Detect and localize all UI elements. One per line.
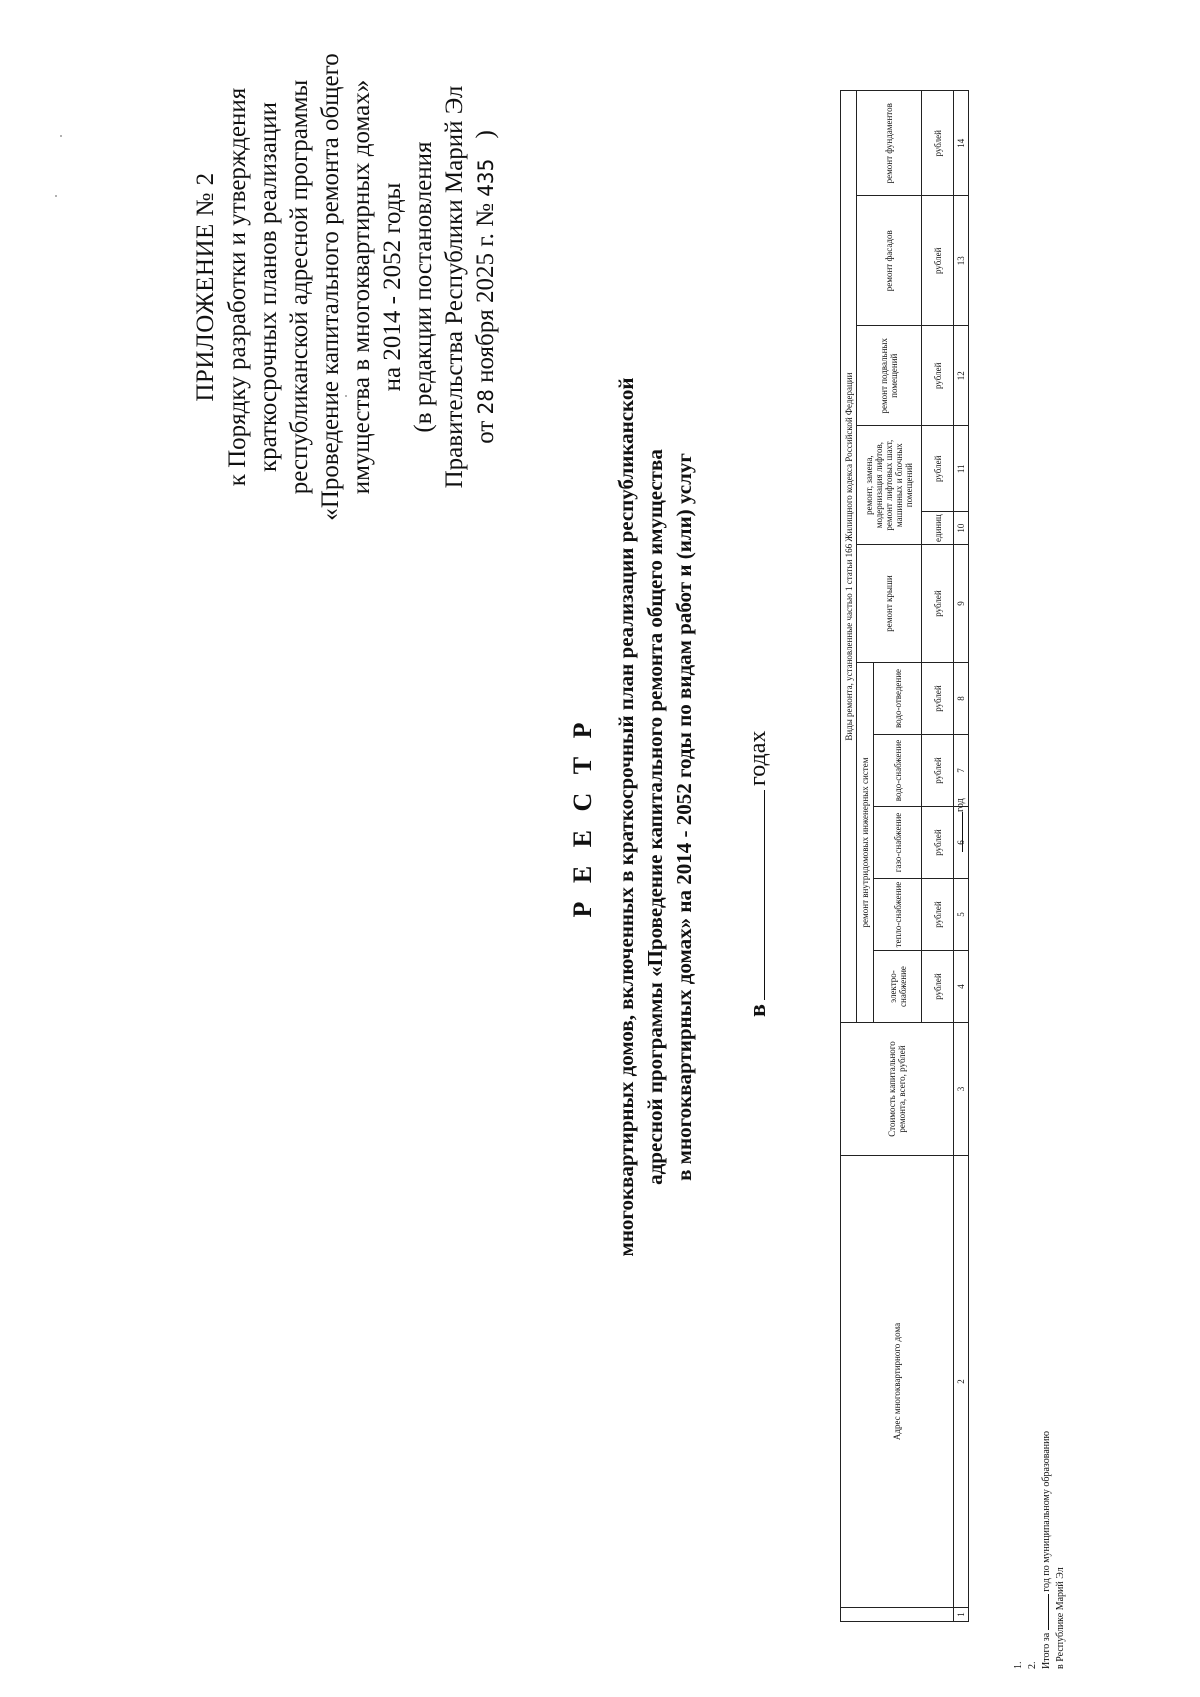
header-repair-types: Виды ремонта, установленные частью 1 статьи 166 Жилищного кодекса Российской Федерации — [841, 91, 857, 1023]
unit-cell: рублей — [922, 545, 954, 663]
unit-cell: рублей — [922, 807, 954, 879]
header-facade: ремонт фасадов — [857, 196, 922, 326]
appendix-date-line — [470, 7, 502, 567]
registry-subtitle-line: в многоквартирных домах» на 2014 - 2052 годы по видам работ и (или) услуг — [672, 453, 696, 1181]
header-roof: ремонт крыши — [857, 545, 922, 663]
total-blank — [1040, 1594, 1049, 1630]
unit-cell: рублей — [922, 879, 954, 951]
date-prefix: от — [472, 420, 499, 444]
unit-cell: рублей — [922, 91, 954, 196]
footer-row-1: 1. — [1013, 1661, 1024, 1669]
appendix-line: краткосрочных планов реализации — [255, 101, 282, 473]
header-basement: ремонт подвальных помещений — [857, 326, 922, 426]
column-number: 6 — [954, 807, 969, 879]
column-number: 2 — [954, 1156, 969, 1608]
unit-cell: рублей — [922, 426, 954, 512]
year-blank-line — [954, 798, 966, 852]
column-number: 11 — [954, 426, 969, 512]
appendix-line: Правительства Республики Марий Эл — [441, 85, 468, 489]
header-engineering-systems: ремонт внутридомовых инженерных систем — [857, 663, 874, 1023]
column-number: 8 — [954, 663, 969, 735]
footer-row-2: 2. — [1027, 1661, 1038, 1669]
footer-notes — [1012, 1431, 1068, 1669]
header-lift: ремонт, замена, модернизация лифтов, ремонт лифтовых шахт, машинных и блочных помещений — [857, 426, 922, 545]
date-rest: ноября 2025 г. № — [472, 202, 499, 383]
header-electricity: электро-снабжение — [874, 951, 922, 1023]
column-number: 4 — [954, 951, 969, 1023]
appendix-line: республиканской адресной программы — [286, 79, 313, 495]
unit-cell: рублей — [922, 196, 954, 326]
appendix-header — [190, 7, 502, 567]
unit-cell: рублей — [922, 735, 954, 807]
scan-speck — [55, 195, 57, 197]
years-blank — [742, 790, 765, 1000]
column-number: 7 — [954, 735, 969, 807]
appendix-line: к Порядку разработки и утверждения — [224, 87, 251, 487]
column-number: 12 — [954, 326, 969, 426]
date-number: 435 — [474, 158, 498, 197]
registry-subtitle-line: адресной программы «Проведение капитального ремонта общего имущества — [643, 449, 667, 1185]
header-gas: газо-снабжение — [874, 807, 922, 879]
years-prefix: в — [745, 1004, 771, 1017]
header-address: Адрес многоквартирного дома — [841, 1156, 954, 1608]
header-water: водо-снабжение — [874, 735, 922, 807]
total-rest: год по муниципальному образованию — [1041, 1431, 1052, 1592]
year-blank — [954, 812, 963, 852]
appendix-line: (в редакции постановления — [410, 141, 437, 433]
years-suffix: годах — [745, 730, 771, 787]
unit-cell: рублей — [922, 663, 954, 735]
total-prefix: Итого за — [1041, 1632, 1052, 1669]
appendix-line: на 2014 - 2052 годы — [379, 182, 406, 392]
appendix-line: «Проведение капитального ремонта общего — [317, 53, 344, 521]
header-heating: тепло-снабжение — [874, 879, 922, 951]
header-col-1 — [841, 1608, 954, 1622]
years-line — [742, 731, 772, 1017]
registry-table — [840, 90, 969, 1622]
column-number: 3 — [954, 1023, 969, 1156]
year-suffix: год — [955, 798, 966, 812]
registry-title: Р Е Е С Т Р — [568, 716, 597, 918]
unit-cell: единиц — [922, 512, 954, 545]
header-sewage: водо-отведение — [874, 663, 922, 735]
unit-cell: рублей — [922, 326, 954, 426]
scan-speck — [60, 135, 62, 137]
scan-speck — [345, 395, 347, 397]
column-number: 5 — [954, 879, 969, 951]
appendix-title: ПРИЛОЖЕНИЕ № 2 — [192, 172, 219, 402]
header-cost: Стоимость капитального ремонта, всего, рублей — [841, 1023, 954, 1156]
date-close: ) — [472, 130, 499, 139]
column-number: 14 — [954, 91, 969, 196]
appendix-line: имущества в многоквартирных домах» — [348, 79, 375, 495]
date-day: 28 — [474, 389, 498, 415]
header-foundation: ремонт фундаментов — [857, 91, 922, 196]
registry-subtitle-line: многоквартирных домов, включенных в краткосрочный план реализации республиканской — [614, 377, 638, 1257]
column-number: 9 — [954, 545, 969, 663]
column-number: 1 — [954, 1608, 969, 1622]
unit-cell: рублей — [922, 951, 954, 1023]
footer-total-line — [1040, 1431, 1054, 1669]
column-number: 13 — [954, 196, 969, 326]
footer-total-line-2: в Республике Марий Эл — [1055, 1567, 1066, 1669]
column-number: 10 — [954, 512, 969, 545]
registry-subtitle — [612, 77, 699, 1557]
